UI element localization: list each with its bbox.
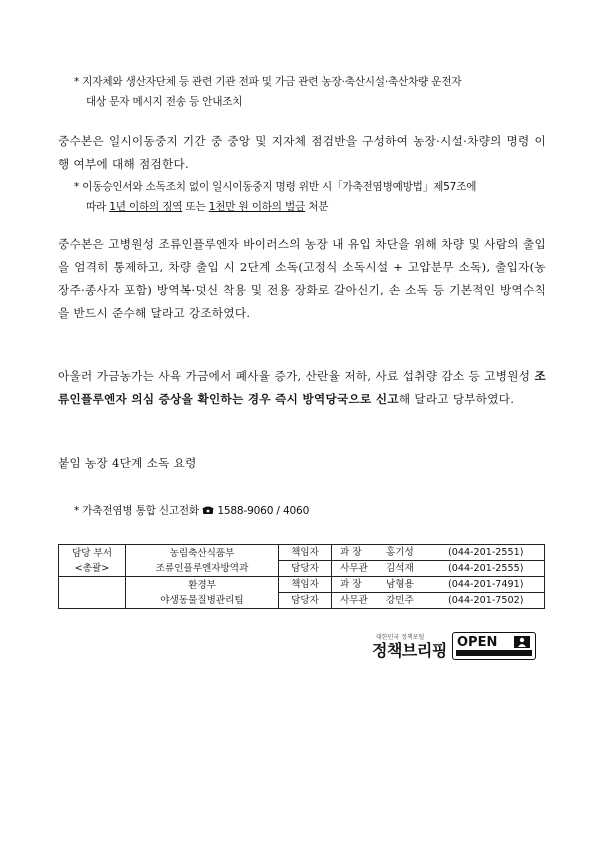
note-info-dissemination bbox=[74, 72, 544, 112]
role-cell: 책임자 bbox=[279, 545, 332, 561]
paragraph-text: 중수본은 고병원성 조류인플루엔자 바이러스의 농장 내 유입 차단을 위해 차량 및 사람의 출입을 엄격히 통제하고, 차량 출입 시 2단계 소독(고정식 소독시설 + 고압분무 소독), 출입자(농장주·종사자 포함) 방역복·덧신 착용 및 전용 장화로 갈아신기, 손 소독 등 기본적인 방역수칙을 반드시 준수해 달라고 강조하였다. bbox=[58, 237, 546, 320]
table-row bbox=[59, 545, 545, 561]
phone-icon bbox=[202, 505, 217, 517]
note-line: 대상 문자 메시지 전송 등 안내조치 bbox=[86, 96, 243, 108]
paragraph-text: 중수본은 일시이동중지 기간 중 중앙 및 지자체 점검반을 구성하여 농장·시설·차량의 명령 이행 여부에 대해 점검한다. bbox=[58, 134, 546, 171]
hotline-note: * 가축전염병 통합 신고전화 1588-9060 / 4060 bbox=[74, 505, 310, 517]
note-line: * 지자체와 생산자단체 등 관련 기관 전파 및 가금 관련 농장·축산시설·축산차량 운전자 bbox=[74, 76, 462, 88]
contact-cell: 과 장 홍기성 (044-201-2551) bbox=[332, 545, 545, 561]
penalty-prison: 1년 이하의 징역 bbox=[109, 201, 183, 213]
contact-cell: 과 장 남형용 (044-201-7491) bbox=[332, 577, 545, 593]
person-icon bbox=[514, 636, 530, 648]
report-emphasis: 조류인플루엔자 의심 증상을 확인하는 경우 즉시 방역당국으로 신고 bbox=[58, 369, 546, 406]
dept-cell: 농림축산식품부 조류인플루엔자방역과 bbox=[126, 545, 279, 577]
paragraph-report-request: 아울러 가금농가는 사육 가금에서 폐사율 증가, 산란율 저하, 사료 섭취량 감소 등 고병원성 조류인플루엔자 의심 증상을 확인하는 경우 즉시 방역당국으로 신고해 달라고 당부하였다. bbox=[58, 369, 546, 406]
paragraph-biosecurity bbox=[58, 233, 546, 325]
open-license-badge: OPEN bbox=[452, 632, 536, 660]
license-strip bbox=[456, 650, 532, 656]
note-line: 따라 1년 이하의 징역 또는 1천만 원 이하의 벌금 처분 bbox=[86, 201, 329, 213]
contact-table bbox=[58, 544, 545, 609]
table-row bbox=[59, 577, 545, 593]
contact-cell: 사무관 강민주 (044-201-7502) bbox=[332, 593, 545, 609]
role-cell: 담당자 bbox=[279, 593, 332, 609]
dept-cell: 환경부 야생동물질병관리팀 bbox=[126, 577, 279, 609]
paragraph-inspection bbox=[58, 130, 546, 176]
contact-cell: 사무관 김석재 (044-201-2555) bbox=[332, 561, 545, 577]
role-cell: 담당자 bbox=[279, 561, 332, 577]
role-cell: 책임자 bbox=[279, 577, 332, 593]
header-cell: 담당 부서 <총괄> bbox=[59, 545, 126, 577]
penalty-fine: 1천만 원 이하의 벌금 bbox=[208, 201, 306, 213]
note-penalty bbox=[74, 177, 544, 217]
footer-logos: 대한민국 정책포털 정책브리핑 OPEN bbox=[372, 632, 538, 662]
hotline-number: 1588-9060 / 4060 bbox=[217, 505, 310, 517]
note-line: * 이동승인서와 소독조치 없이 일시이동중지 명령 위반 시「가축전염병예방법」제57조에 bbox=[74, 181, 477, 193]
attachment-line: 붙임 농장 4단계 소독 요령 bbox=[58, 456, 197, 470]
header-cell bbox=[59, 577, 126, 609]
